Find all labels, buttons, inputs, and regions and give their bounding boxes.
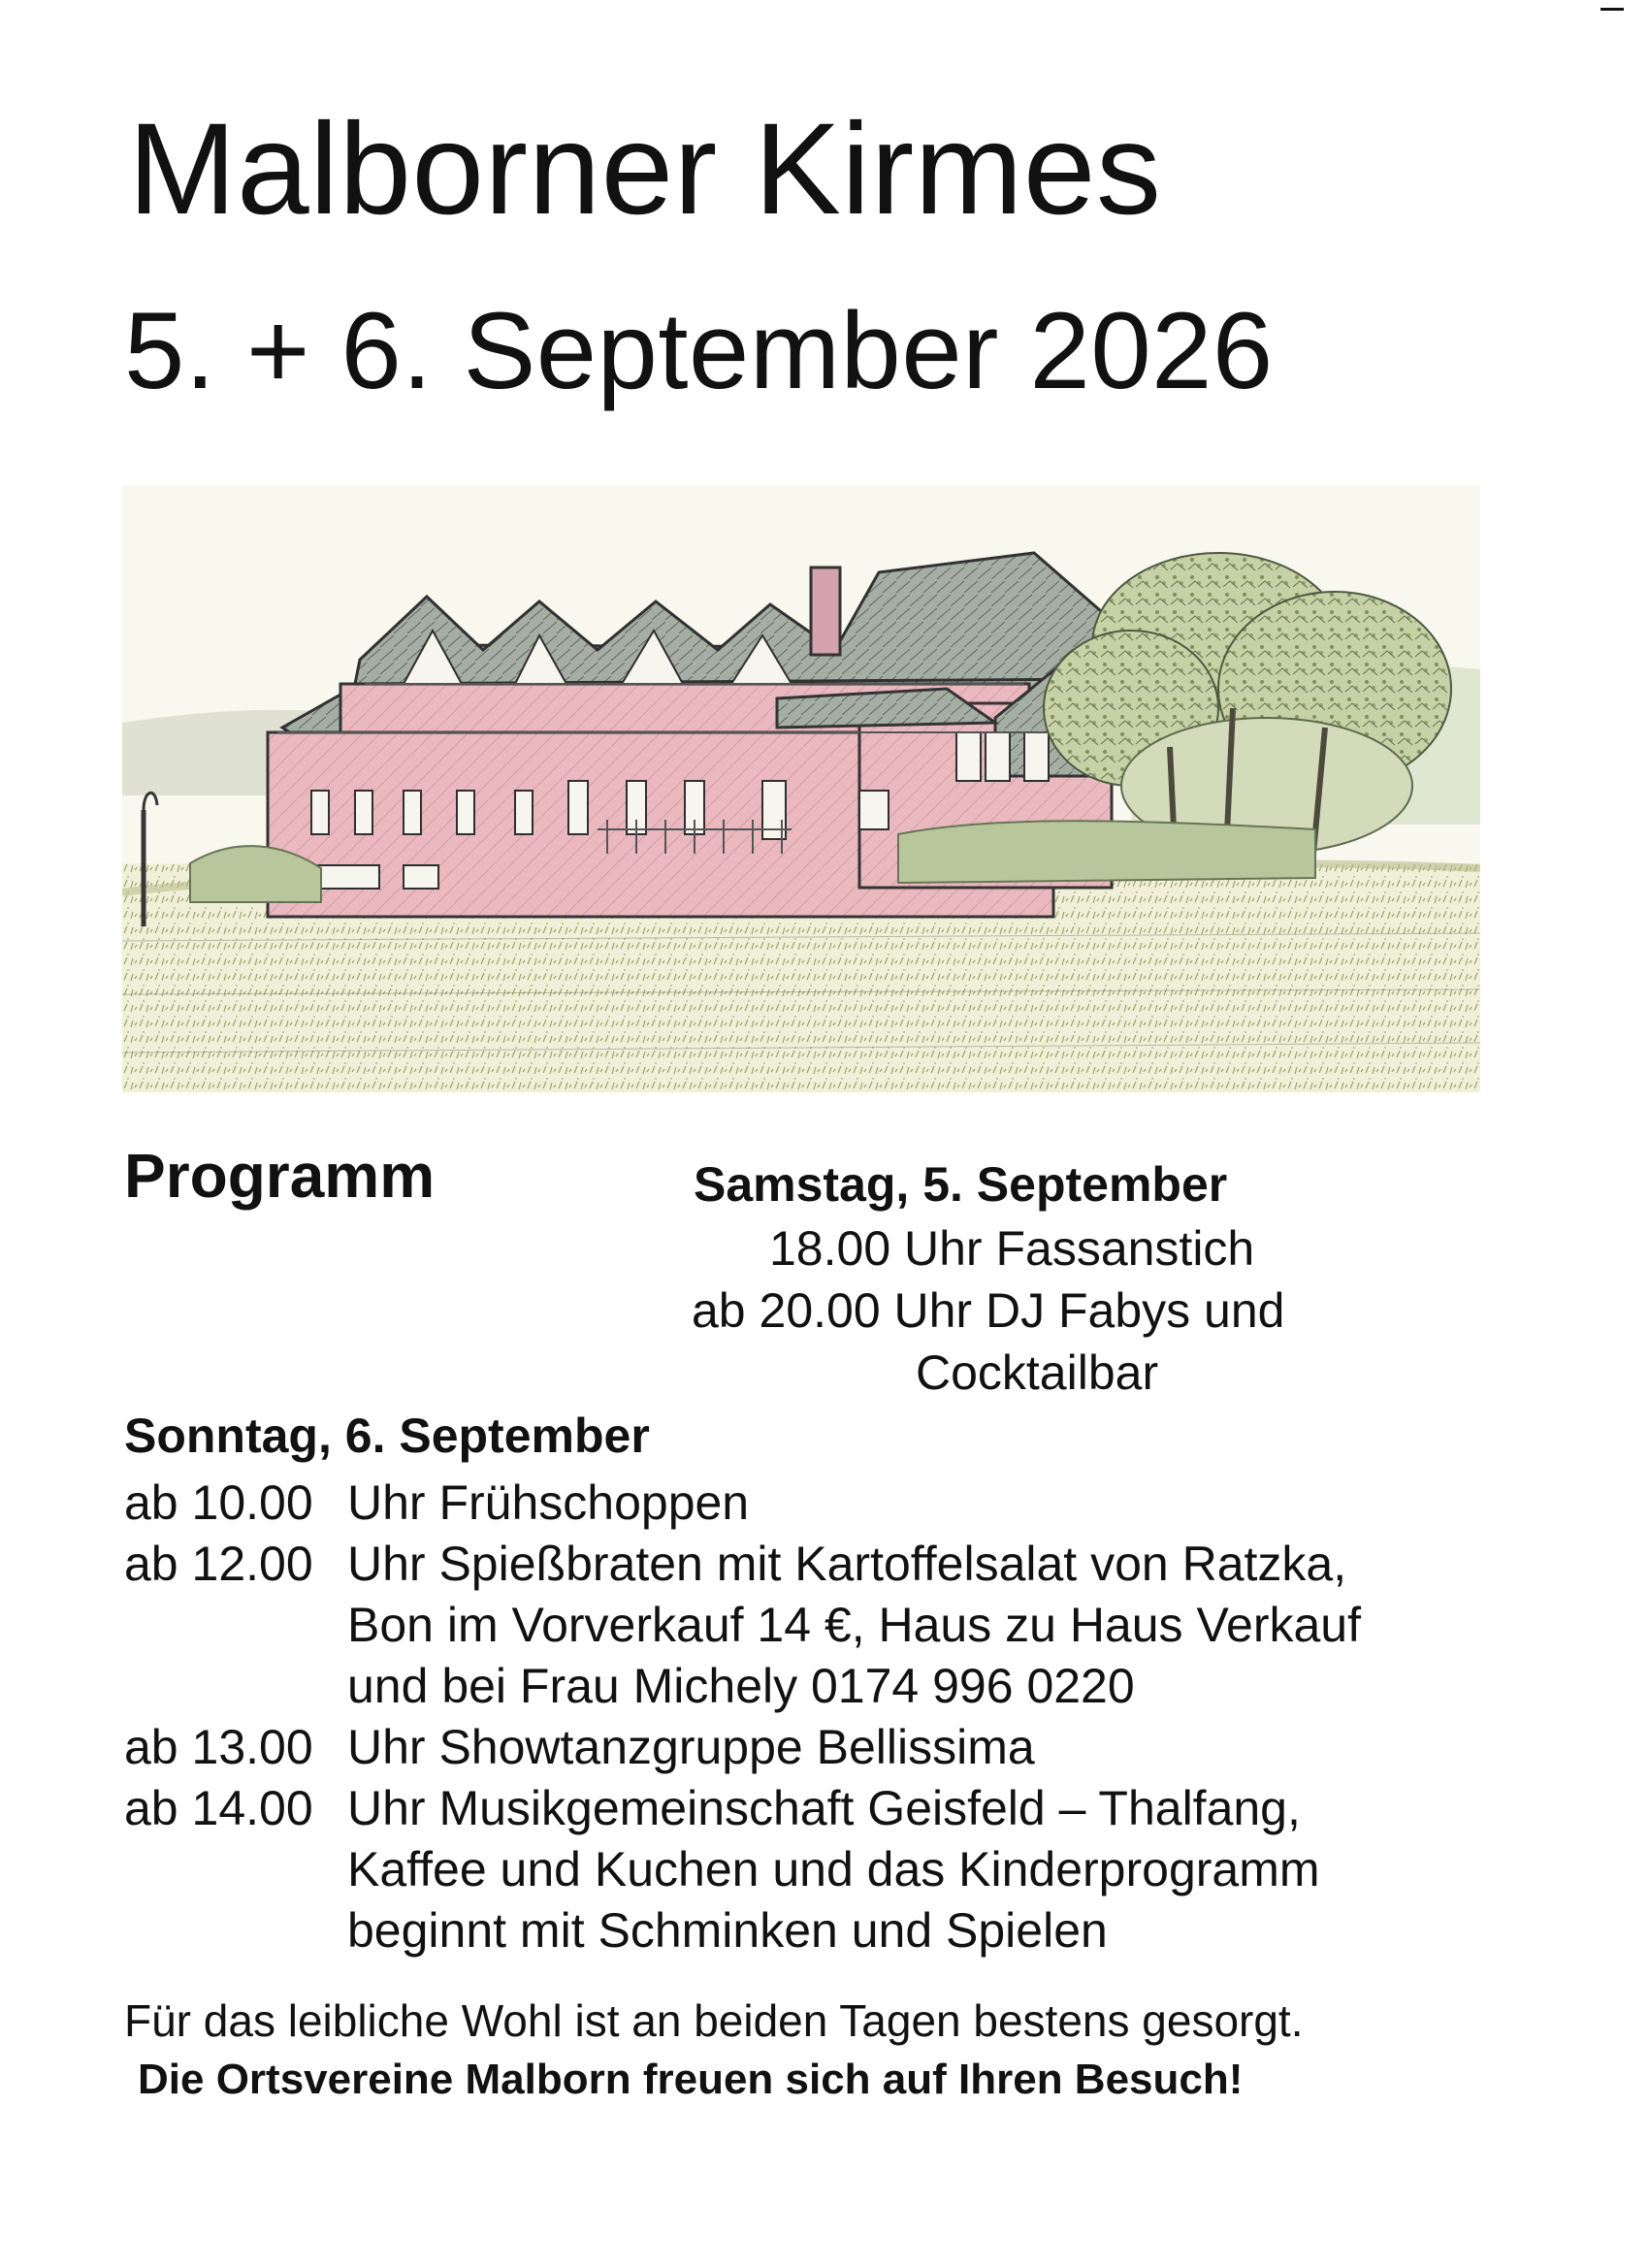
closing-message: Die Ortsvereine Malborn freuen sich auf Ihren Besuch!	[138, 2056, 1244, 2103]
saturday-line-2: ab 20.00 Uhr DJ Fabys und	[692, 1283, 1285, 1338]
sunday-description-line: Uhr Showtanzgruppe Bellissima	[347, 1720, 1035, 1774]
catering-note: Für das leibliche Wohl ist an beiden Tagen bestens gesorgt.	[124, 1995, 1304, 2046]
sunday-heading: Sonntag, 6. September	[124, 1409, 650, 1463]
sunday-description-line: Uhr Spießbraten mit Kartoffelsalat von Ratzka,	[347, 1537, 1347, 1591]
sunday-item	[124, 1778, 1531, 1961]
sunday-time: ab 13.00	[124, 1720, 313, 1774]
sunday-time: ab 12.00	[124, 1537, 313, 1591]
sunday-time: ab 10.00	[124, 1475, 313, 1530]
saturday-heading: Samstag, 5. September	[694, 1157, 1228, 1212]
sunday-description-line: und bei Frau Michely 0174 996 0220	[347, 1659, 1135, 1713]
sunday-item	[124, 1473, 1531, 1534]
sunday-time: ab 14.00	[124, 1781, 313, 1835]
building-photo	[122, 485, 1480, 1092]
saturday-line-1: 18.00 Uhr Fassanstich	[769, 1221, 1255, 1276]
poster-title: Malborner Kirmes	[128, 97, 1162, 242]
scan-edge-mark	[1600, 8, 1624, 11]
sunday-description	[347, 1717, 1035, 1778]
sunday-schedule	[124, 1473, 1531, 1961]
sunday-description-line: Bon im Vorverkauf 14 €, Haus zu Haus Verkauf	[347, 1598, 1361, 1652]
saturday-line-3: Cocktailbar	[916, 1345, 1159, 1400]
sunday-description	[347, 1534, 1361, 1717]
program-heading: Programm	[124, 1141, 436, 1211]
sunday-description-line: beginnt mit Schminken und Spielen	[347, 1903, 1108, 1958]
event-date: 5. + 6. September 2026	[124, 290, 1274, 411]
sunday-item	[124, 1534, 1531, 1717]
sunday-item	[124, 1717, 1531, 1778]
sunday-description-line: Kaffee und Kuchen und das Kinderprogramm	[347, 1842, 1320, 1896]
sunday-description	[347, 1778, 1320, 1961]
sunday-description	[347, 1473, 749, 1534]
sunday-description-line: Uhr Frühschoppen	[347, 1475, 750, 1530]
sunday-description-line: Uhr Musikgemeinschaft Geisfeld – Thalfang,	[347, 1781, 1301, 1835]
